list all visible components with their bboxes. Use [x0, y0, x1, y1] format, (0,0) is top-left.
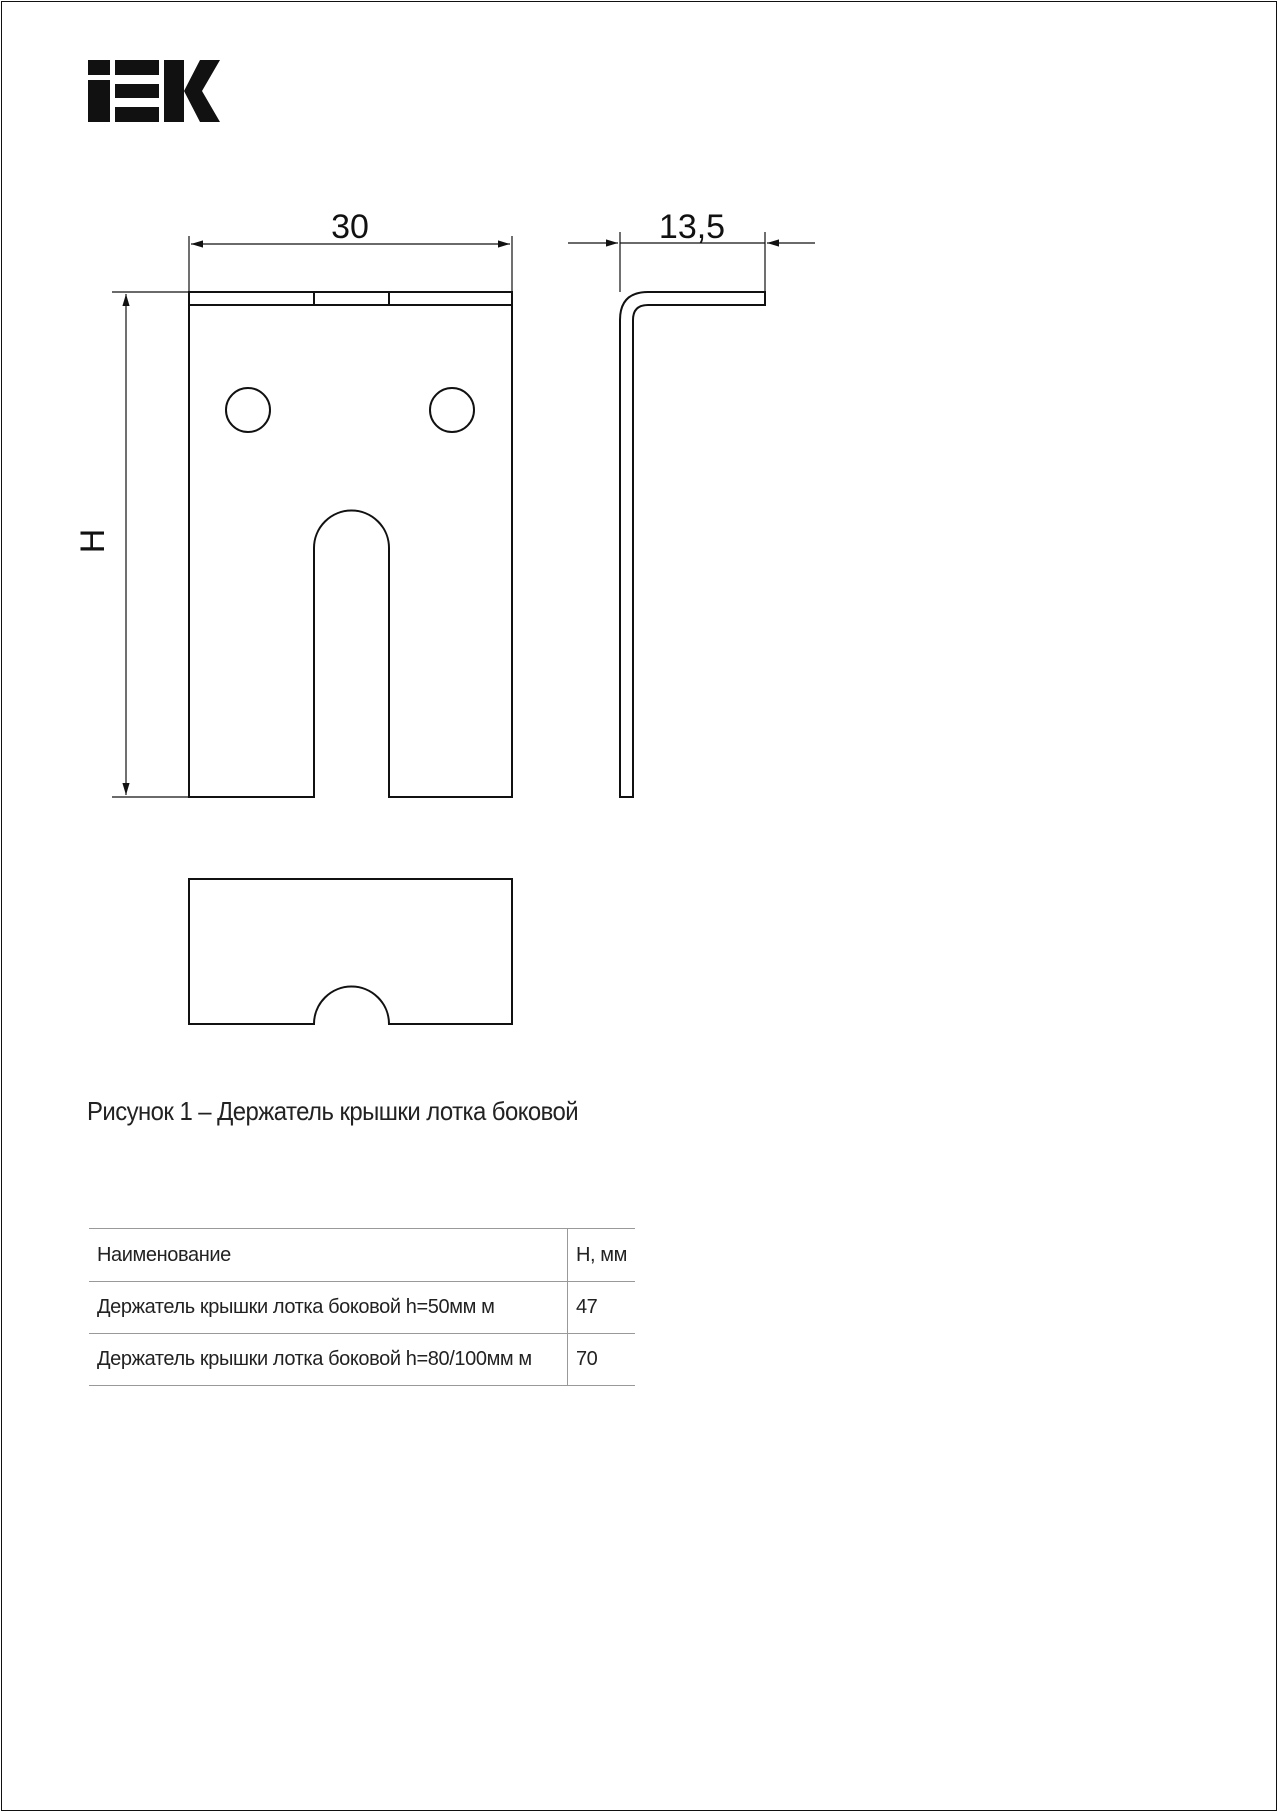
table-header-row	[89, 1229, 635, 1282]
top-view-outline	[189, 879, 512, 1024]
row-name: Держатель крышки лотка боковой h=50мм м	[89, 1282, 567, 1334]
table-row	[89, 1282, 635, 1334]
row-name: Держатель крышки лотка боковой h=80/100мм м	[89, 1334, 567, 1386]
header-height: H, мм	[567, 1229, 635, 1282]
header-name: Наименование	[89, 1229, 567, 1282]
side-view-outline	[620, 292, 765, 797]
front-view-outline	[189, 292, 512, 797]
table-row	[89, 1334, 635, 1386]
mount-hole-left	[226, 388, 270, 432]
dim-depth-label: 13,5	[658, 208, 726, 246]
row-height: 47	[567, 1282, 635, 1334]
dim-height-label: H	[74, 528, 112, 554]
dim-width-label: 30	[331, 208, 369, 246]
spec-table	[89, 1228, 635, 1386]
row-height: 70	[567, 1334, 635, 1386]
figure-caption: Рисунок 1 – Держатель крышки лотка боковой	[87, 1096, 579, 1126]
mount-hole-right	[430, 388, 474, 432]
